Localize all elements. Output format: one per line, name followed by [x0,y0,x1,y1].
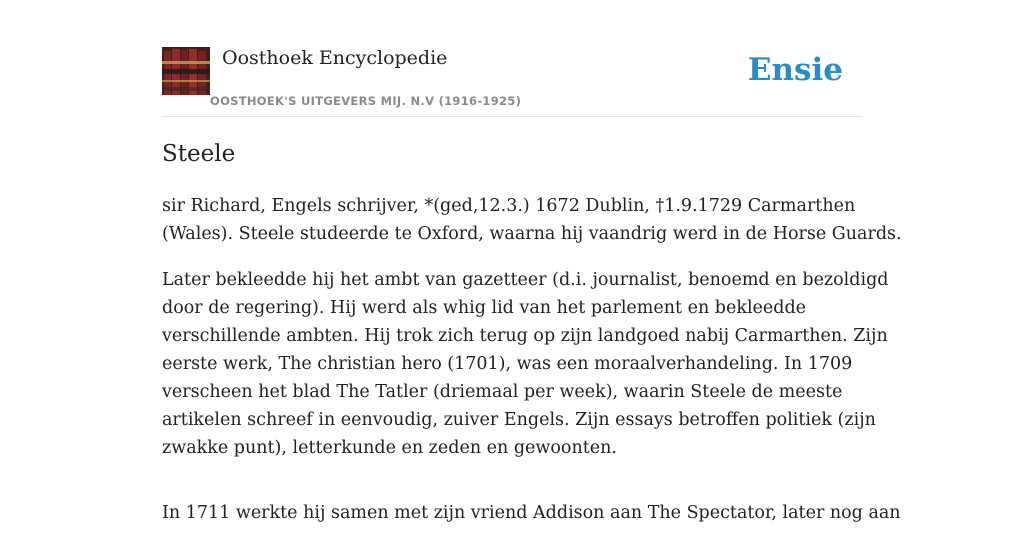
brand-logo-link[interactable]: Ensie [747,52,843,88]
book-spines-icon [162,47,210,95]
paragraph [162,192,902,248]
avatar[interactable] [162,47,210,95]
source-publisher: OOSTHOEK'S UITGEVERS MIJ. N.V (1916-1925) [210,94,522,108]
article-container [162,0,902,523]
text-line: artikelen schreef in eenvoudig, zuiver Engels. Zijn essays betroffen politiek (zijn [162,410,876,430]
text-line: (Wales). Steele studeerde te Oxford, waarna hij vaandrig werd in de Horse Guards. [162,224,902,244]
text-line: zwakke punt), letterkunde en zeden en gewoonten. [162,438,617,458]
text-line: eerste werk, The christian hero (1701), was een moraalverhandeling. In 1709 [162,354,853,374]
text-line: verscheen het blad The Tatler (driemaal per week), waarin Steele de meeste [162,382,843,402]
source-header [162,0,862,117]
text-line: door de regering). Hij werd als whig lid van het parlement en bekleedde [162,298,807,318]
page-title: Steele [162,141,236,167]
paragraph [162,499,901,527]
text-line: sir Richard, Engels schrijver, *(ged,12.3.) 1672 Dublin, †1.9.1729 Carmarthen [162,196,856,216]
text-line: Later bekleedde hij het ambt van gazetteer (d.i. journalist, benoemd en bezoldigd [162,270,889,290]
text-line: In 1711 werkte hij samen met zijn vriend Addison aan The Spectator, later nog aan [162,503,901,523]
text-line: verschillende ambten. Hij trok zich terug op zijn landgoed nabij Carmarthen. Zijn [162,326,888,346]
source-name-link[interactable]: Oosthoek Encyclopedie [222,47,448,69]
article-body [162,192,902,545]
paragraph [162,266,889,462]
